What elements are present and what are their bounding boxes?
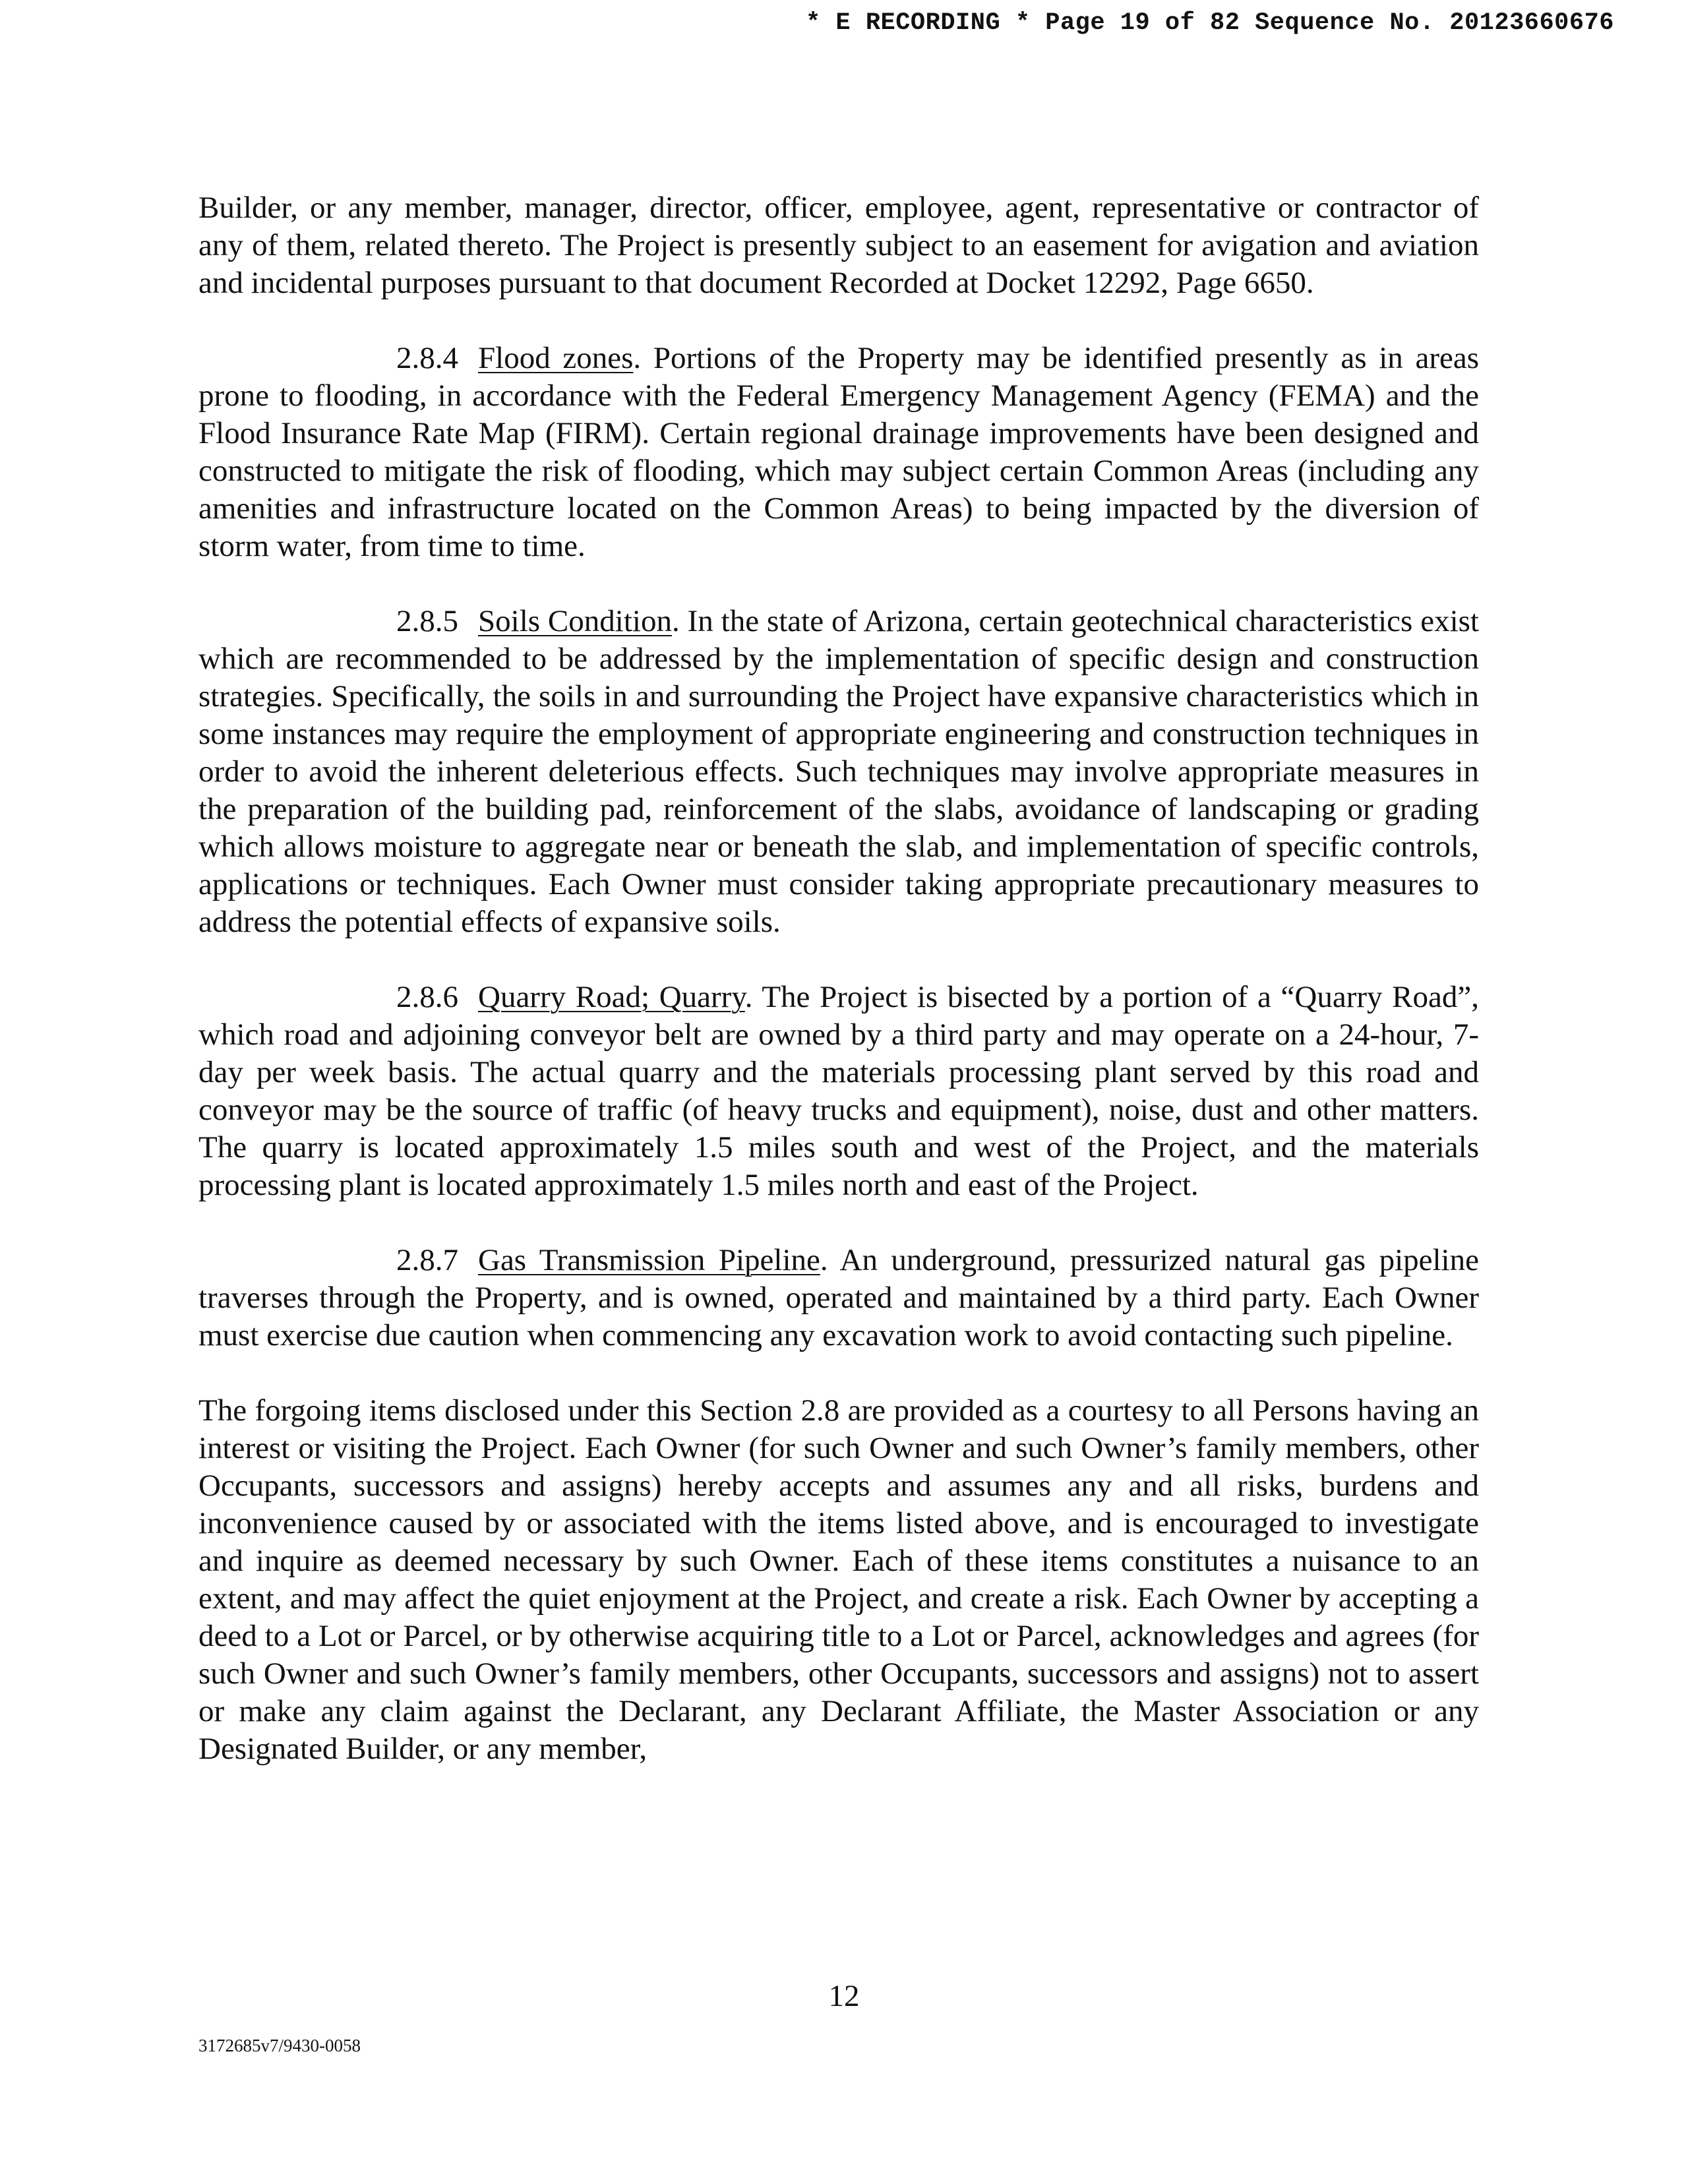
section-number: 2.8.5 bbox=[396, 604, 458, 638]
section-heading: Quarry Road; Quarry bbox=[478, 980, 745, 1014]
page-number: 12 bbox=[828, 1979, 860, 2013]
section-2-8-5 bbox=[198, 603, 1479, 941]
section-heading: Flood zones bbox=[478, 341, 634, 375]
section-number: 2.8.7 bbox=[396, 1243, 458, 1277]
document-body bbox=[198, 189, 1479, 1805]
recording-header: * E RECORDING * Page 19 of 82 Sequence No. 20123660676 bbox=[806, 9, 1614, 37]
section-2-8-7 bbox=[198, 1242, 1479, 1354]
section-text: . Portions of the Property may be identified presently as in areas prone to flooding, in accordance with the Federal Emergency Management Agency (FEMA) and the Flood Insurance Rate Map (FIRM). Certain regional drainage improvements have been designed and constructed to mitigate the risk of flooding, which may subject certain Common Areas (including any amenities and infrastructure located on the Common Areas) to being impacted by the diversion of storm water, from time to time. bbox=[198, 341, 1479, 563]
closing-paragraph: The forgoing items disclosed under this Section 2.8 are provided as a courtesy to all Persons having an interest or visiting the Project. Each Owner (for such Owner and such Owner’s family members, other Occupants, successors and assigns) hereby accepts and assumes any and all risks, burdens and inconvenience caused by or associated with the items listed above, and is encouraged to investigate and inquire as deemed necessary by such Owner. Each of these items constitutes a nuisance to an extent, and may affect the quiet enjoyment at the Project, and create a risk. Each Owner by accepting a deed to a Lot or Parcel, or by otherwise acquiring title to a Lot or Parcel, acknowledges and agrees (for such Owner and such Owner’s family members, other Occupants, successors and assigns) not to assert or make any claim against the Declarant, any Declarant Affiliate, the Master Association or any Designated Builder, or any member, bbox=[198, 1393, 1479, 1766]
section-text: . In the state of Arizona, certain geotechnical characteristics exist which are recommended to be addressed by the implementation of specific design and construction strategies. Specifically, the soils in and surrounding the Project have expansive characteristics which in some instances may require the employment of appropriate engineering and construction techniques in order to avoid the inherent deleterious effects. Such techniques may involve appropriate measures in the preparation of the building pad, reinforcement of the slabs, avoidance of landscaping or grading which allows moisture to aggregate near or beneath the slab, and implementation of specific controls, applications or techniques. Each Owner must consider taking appropriate precautionary measures to address the potential effects of expansive soils. bbox=[198, 604, 1479, 939]
paragraph-continuation: Builder, or any member, manager, director, officer, employee, agent, representative or contractor of any of them, related thereto. The Project is presently subject to an easement for avigation and aviation and incidental purposes pursuant to that document Recorded at Docket 12292, Page 6650. bbox=[198, 191, 1479, 300]
section-heading: Gas Transmission Pipeline bbox=[478, 1243, 820, 1277]
section-number: 2.8.4 bbox=[396, 341, 458, 375]
section-number: 2.8.6 bbox=[396, 980, 458, 1014]
section-text: . An underground, pressurized natural gas pipeline traverses through the Property, and is owned, operated and maintained by a third party. Each Owner must exercise due caution when commencing any excavation work to avoid contacting such pipeline. bbox=[198, 1243, 1479, 1352]
section-text: . The Project is bisected by a portion of a “Quarry Road”, which road and adjoining conveyor belt are owned by a third party and may operate on a 24-hour, 7-day per week basis. The actual quarry and the materials processing plant served by this road and conveyor may be the source of traffic (of heavy trucks and equipment), noise, dust and other matters. The quarry is located approximately 1.5 miles south and west of the Project, and the materials processing plant is located approximately 1.5 miles north and east of the Project. bbox=[198, 980, 1479, 1202]
document-id: 3172685v7/9430-0058 bbox=[198, 2036, 361, 2055]
section-2-8-6 bbox=[198, 979, 1479, 1204]
section-2-8-4 bbox=[198, 340, 1479, 565]
section-heading: Soils Condition bbox=[478, 604, 672, 638]
